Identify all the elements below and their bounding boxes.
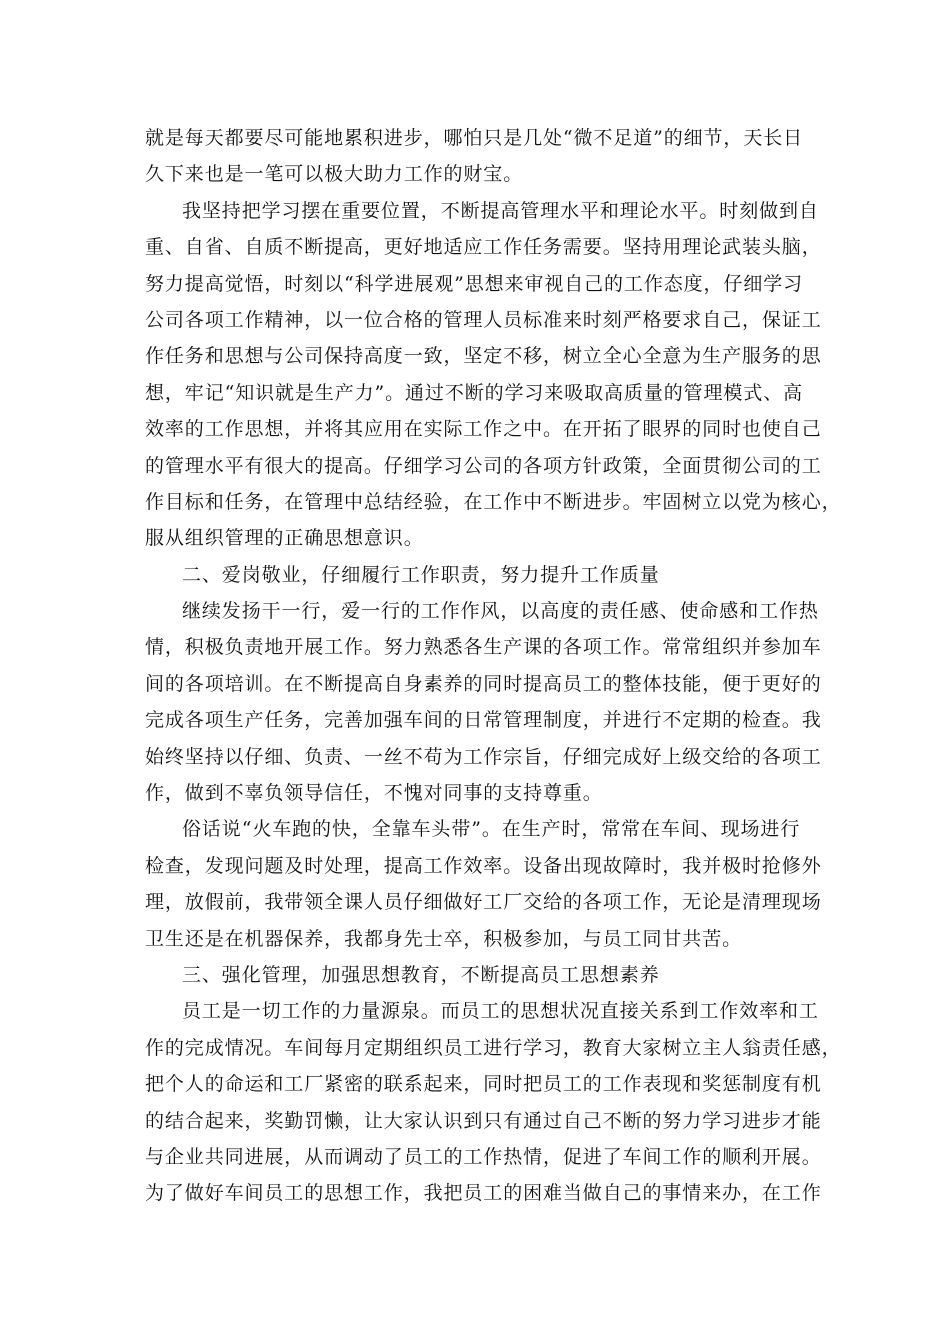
text-line: 公司各项工作精神，以一位合格的管理人员标准来时刻严格要求自己，保证工 <box>145 308 822 331</box>
text-line: 为了做好车间员工的思想工作，我把员工的困难当做自己的事情来办，在工作 <box>145 1182 822 1205</box>
text-line: 的管理水平有很大的提高。仔细学习公司的各项方针政策，全面贯彻公司的工 <box>145 454 822 477</box>
text-line: 想，牢记“知识就是生产力”。通过不断的学习来吸取高质量的管理模式、高 <box>145 381 804 404</box>
text-line: 就是每天都要尽可能地累积进步，哪怕只是几处“微不足道”的细节，天长日 <box>145 127 804 149</box>
text-line: 久下来也是一笔可以极大助力工作的财宝。 <box>145 163 524 186</box>
text-line: 三、强化管理，加强思想教育，不断提高员工思想素养 <box>182 963 660 986</box>
text-line: 把个人的命运和工厂紧密的联系起来，同时把员工的工作表现和奖惩制度有机 <box>145 1073 822 1096</box>
text-line: 卫生还是在机器保养，我都身先士卒，积极参加，与员工同甘共苦。 <box>145 927 743 950</box>
text-line: 员工是一切工作的力量源泉。而员工的思想状况直接关系到工作效率和工 <box>182 1000 819 1023</box>
text-line: 努力提高觉悟，时刻以“科学进展观”思想来审视自己的工作态度，仔细学习 <box>145 272 804 295</box>
text-line: 与企业共同进展，从而调动了员工的工作热情，促进了车间工作的顺利开展。 <box>145 1145 822 1168</box>
text-line: 间的各项培训。在不断提高自身素养的同时提高员工的整体技能，便于更好的 <box>145 672 822 695</box>
text-line: 情，积极负责地开展工作。努力熟悉各生产课的各项工作。常常组织并参加车 <box>145 636 822 659</box>
text-line: 我坚持把学习摆在重要位置，不断提高管理水平和理论水平。时刻做到自 <box>182 199 819 222</box>
text-line: 作，做到不辜负领导信任，不愧对同事的支持尊重。 <box>145 782 603 805</box>
text-line: 服从组织管理的正确思想意识。 <box>145 527 424 550</box>
text-line: 检查，发现问题及时处理，提高工作效率。设备出现故障时，我并极时抢修外 <box>145 854 822 877</box>
text-line: 的结合起来，奖勤罚懒，让大家认识到只有通过自己不断的努力学习进步才能 <box>145 1109 822 1132</box>
text-line: 始终坚持以仔细、负责、一丝不苟为工作宗旨，仔细完成好上级交给的各项工 <box>145 745 822 768</box>
text-line: 继续发扬干一行，爱一行的工作作风，以高度的责任感、使命感和工作热 <box>182 600 819 623</box>
text-line: 效率的工作思想，并将其应用在实际工作之中。在开拓了眼界的同时也使自己 <box>145 418 822 441</box>
text-line: 重、自省、自质不断提高，更好地适应工作任务需要。坚持用理论武装头脑， <box>145 236 822 259</box>
text-line: 作任务和思想与公司保持高度一致，坚定不移，树立全心全意为生产服务的思 <box>145 345 822 368</box>
text-line: 二、爱岗敬业，仔细履行工作职责，努力提升工作质量 <box>182 563 660 586</box>
text-line: 作目标和任务，在管理中总结经验，在工作中不断进步。牢固树立以党为核心， <box>145 490 842 513</box>
text-line: 理，放假前，我带领全课人员仔细做好工厂交给的各项工作，无论是清理现场 <box>145 891 822 914</box>
document-body <box>145 120 842 1212</box>
text-line: 俗话说“火车跑的快，全靠车头带”。在生产时，常常在车间、现场进行 <box>182 818 801 841</box>
text-line: 完成各项生产任务，完善加强车间的日常管理制度，并进行不定期的检查。我 <box>145 709 822 732</box>
text-line: 作的完成情况。车间每月定期组织员工进行学习，教育大家树立主人翁责任感， <box>145 1036 842 1059</box>
